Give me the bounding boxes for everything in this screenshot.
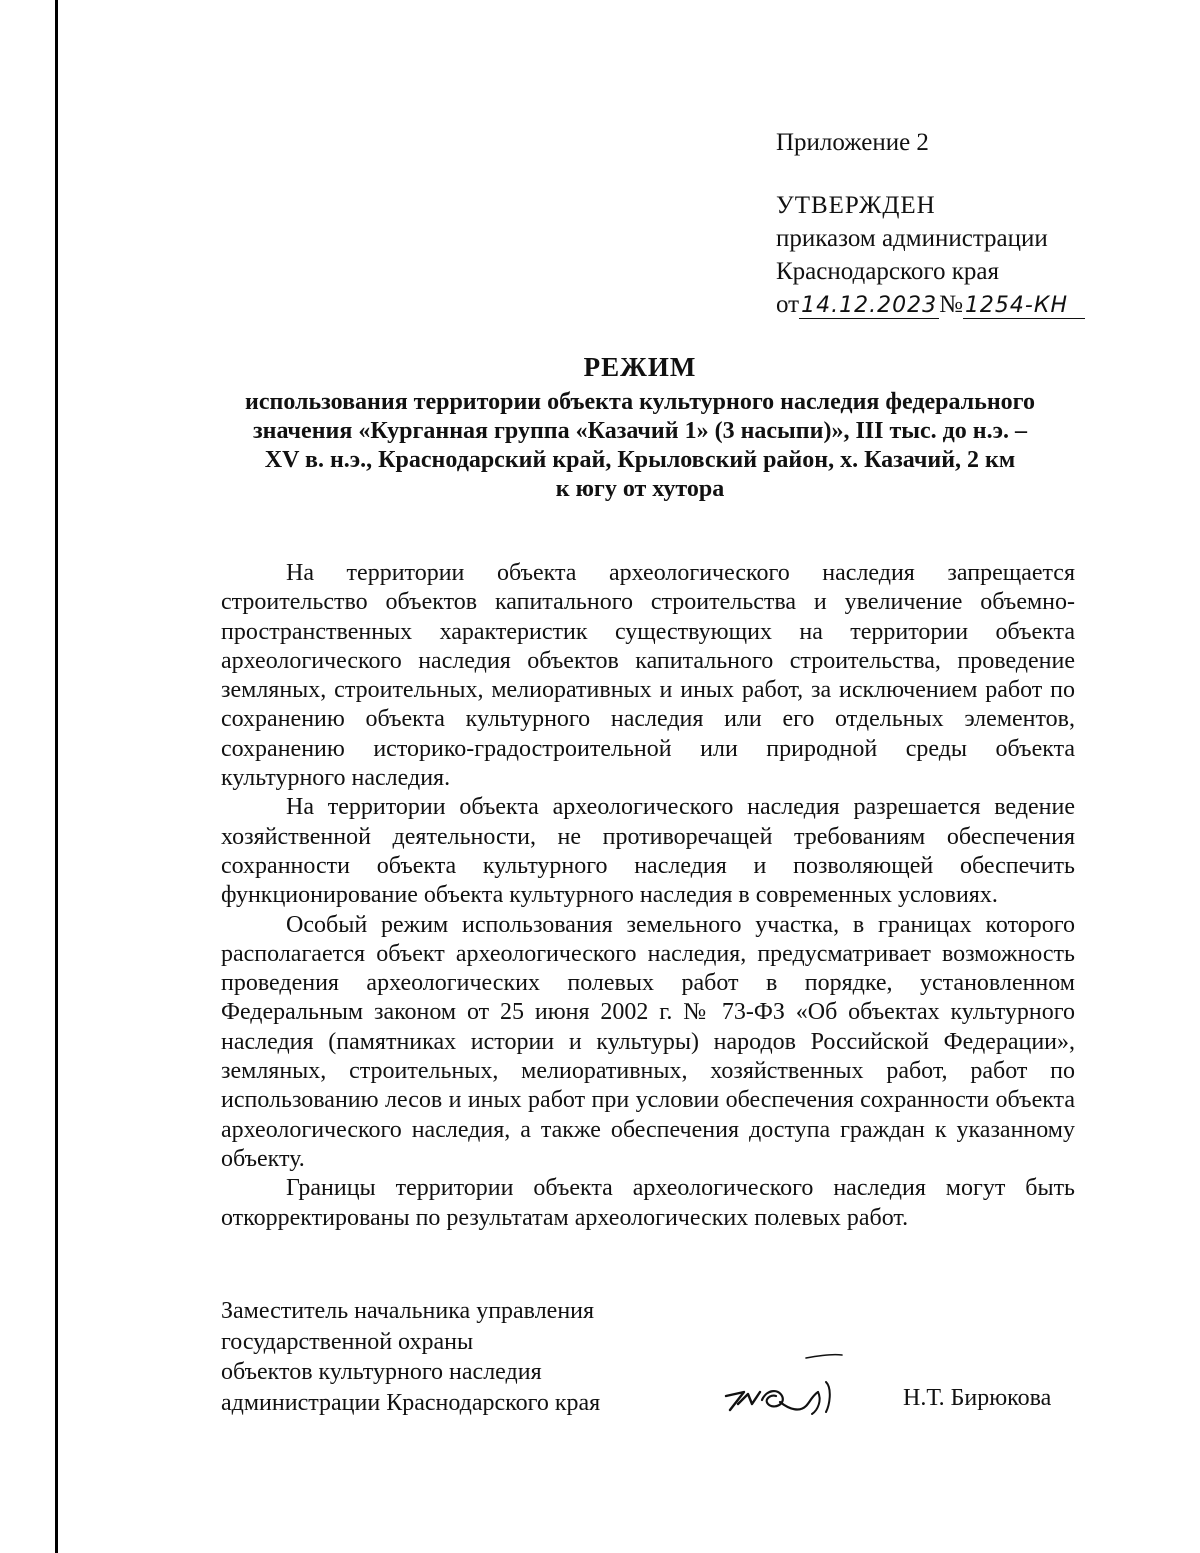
order-number: 1254-КН	[963, 294, 1085, 319]
body-paragraph-permitted-activity: На территории объекта археологического наследия разрешается ведение хозяйственной деятельности, не противоречащей требованиям обеспечения сохранности объекта культурного наследия и позволяющей обеспечить функционирование объекта культурного наследия в современных условиях.	[221, 794, 1075, 909]
signatory-position	[221, 1296, 600, 1418]
approved-label: УТВЕРЖДЕН	[776, 192, 936, 219]
document-subtitle	[200, 388, 1080, 504]
signer-name: Н.Т. Бирюкова	[903, 1385, 1052, 1411]
document-title: РЕЖИМ	[583, 352, 697, 382]
body-paragraph-special-regime: Особый режим использования земельного участка, в границах которого располагается объект археологического наследия, предусматривает возможность проведения археологических полевых работ в порядке, установленном Федеральным законом от 25 июня 2002 г. № 73-ФЗ «Об объектах культурного наследия (памятниках истории и культуры) народов Российской Федерации», земляных, строительных, мелиоративных, хозяйственных работ, работ по использованию лесов и иных работ при условии обеспечения сохранности объекта археологического наследия, а также обеспечения доступа граждан к указанному объекту.	[221, 911, 1075, 1172]
subtitle-line: к югу от хутора	[555, 476, 725, 502]
order-date-number-line	[776, 288, 1085, 321]
appendix-label: Приложение 2	[776, 129, 929, 156]
number-prefix: №	[939, 291, 963, 318]
body-paragraph-prohibition: На территории объекта археологического наследия запрещается строительство объектов капитального строительства и увеличение объемно-пространственных характеристик существующих на территории объекта археологического наследия объектов капитального строительства, проведение земляных, строительных, мелиоративных и иных работ, за исключением работ по сохранению объекта культурного наследия или его отдельных элементов, сохранению историко-градостроительной или природной среды объекта культурного наследия.	[221, 560, 1075, 792]
date-prefix: от	[776, 291, 800, 318]
approval-by-order-line1: приказом администрации	[776, 225, 1048, 252]
approval-by-order-line2: Краснодарского края	[776, 258, 999, 285]
document-title-block	[200, 350, 1080, 504]
subtitle-line: значения «Курганная группа «Казачий 1» (3 насыпи)», III тыс. до н.э. –	[253, 418, 1027, 444]
position-line: Заместитель начальника управления	[221, 1298, 595, 1324]
position-line: объектов культурного наследия	[221, 1359, 542, 1385]
document-body	[221, 559, 1075, 1233]
position-line: государственной охраны	[221, 1328, 474, 1355]
page-left-edge	[55, 0, 58, 1553]
approval-block	[776, 126, 1085, 321]
subtitle-line: XV в. н.э., Краснодарский край, Крыловский район, х. Казачий, 2 км	[264, 447, 1016, 473]
body-paragraph-boundaries: Границы территории объекта археологического наследия могут быть откорректированы по результатам археологических полевых работ.	[221, 1175, 1075, 1231]
position-line: администрации Краснодарского края	[221, 1389, 601, 1416]
handwritten-signature	[718, 1352, 848, 1422]
subtitle-line: использования территории объекта культурного наследия федерального	[245, 389, 1035, 415]
order-date: 14.12.2023	[801, 293, 938, 318]
